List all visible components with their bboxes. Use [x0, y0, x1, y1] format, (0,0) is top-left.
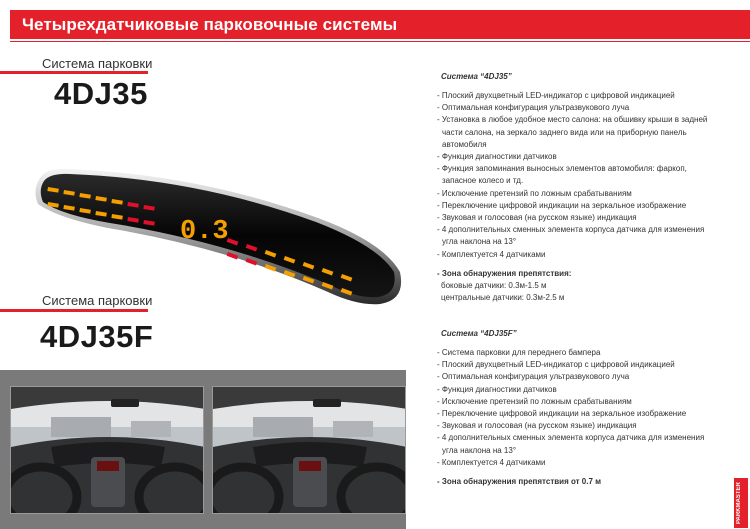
- system-label-1: Система парковки: [42, 56, 153, 71]
- car-interior-photo-2: [212, 386, 406, 514]
- spec-list-2: [437, 347, 722, 469]
- detection-center: центральные датчики: 0.3м-2.5 м: [441, 293, 565, 303]
- spec-item: - Функция диагностики датчиков: [437, 152, 557, 162]
- red-divider-1: [0, 71, 148, 74]
- spec-item: - Исключение претензий по ложным срабатываниям: [437, 188, 632, 198]
- spec-item: - Плоский двухцветный LED-индикатор с цифровой индикацией: [437, 360, 675, 370]
- spec-item: - Комплектуется 4 датчиками: [437, 457, 546, 467]
- spec-item: - Система парковки для переднего бампера: [437, 348, 601, 357]
- model-title-1: 4DJ35: [54, 76, 148, 111]
- spec-item: - Установка в любое удобное место салона: на обшивку крыши в задней части салона, на зеркало заднего вида или на приборную панель автомобиля: [437, 115, 708, 149]
- header-divider: [10, 41, 750, 42]
- detection-zone-1: [437, 268, 572, 305]
- spec-item: - Переключение цифровой индикации на зеркальное изображение: [437, 200, 687, 210]
- parking-sensor-display: [28, 160, 408, 310]
- spec-item: - Переключение цифровой индикации на зеркальное изображение: [437, 409, 687, 419]
- detection-side: боковые датчики: 0.3м-1.5 м: [441, 281, 547, 291]
- detection-zone-2: - Зона обнаружения препятствия от 0.7 м: [437, 477, 602, 486]
- spec-item: - Оптимальная конфигурация ультразвукового луча: [437, 103, 630, 113]
- red-divider-2: [0, 309, 148, 312]
- spec-item: - Оптимальная конфигурация ультразвукового луча: [437, 372, 630, 382]
- page-title: Четырехдатчиковые парковочные системы: [22, 15, 398, 34]
- spec-item: - 4 дополнительных сменных элемента корпуса датчика для изменения угла наклона на 13°: [437, 225, 705, 247]
- spec-title-2: Система “4DJ35F”: [441, 329, 517, 338]
- spec-item: - Комплектуется 4 датчиками: [437, 249, 546, 259]
- car-interior-photo-1: [10, 386, 204, 514]
- model-title-2: 4DJ35F: [40, 319, 154, 354]
- spec-item: - Функция диагностики датчиков: [437, 384, 557, 394]
- detection-zone-title: - Зона обнаружения препятствия:: [437, 269, 572, 278]
- spec-item: - Функция запоминания выносных элементов автомобиля: фаркоп, запасное колесо и тд.: [437, 164, 687, 186]
- system-label-2: Система парковки: [42, 293, 153, 308]
- spec-item: - Звуковая и голосовая (на русском языке) индикация: [437, 213, 637, 223]
- spec-item: - Исключение претензий по ложным срабатываниям: [437, 396, 632, 406]
- display-digits: 0.3: [180, 217, 229, 247]
- brand-logo: PARKMASTER: [736, 482, 742, 524]
- spec-item: - Звуковая и голосовая (на русском языке) индикация: [437, 421, 637, 431]
- spec-item: - 4 дополнительных сменных элемента корпуса датчика для изменения угла наклона на 13°: [437, 433, 705, 455]
- spec-item: - Плоский двухцветный LED-индикатор с цифровой индикацией: [437, 91, 675, 100]
- spec-list-1: [437, 90, 722, 261]
- spec-title-1: Система “4DJ35”: [441, 72, 512, 81]
